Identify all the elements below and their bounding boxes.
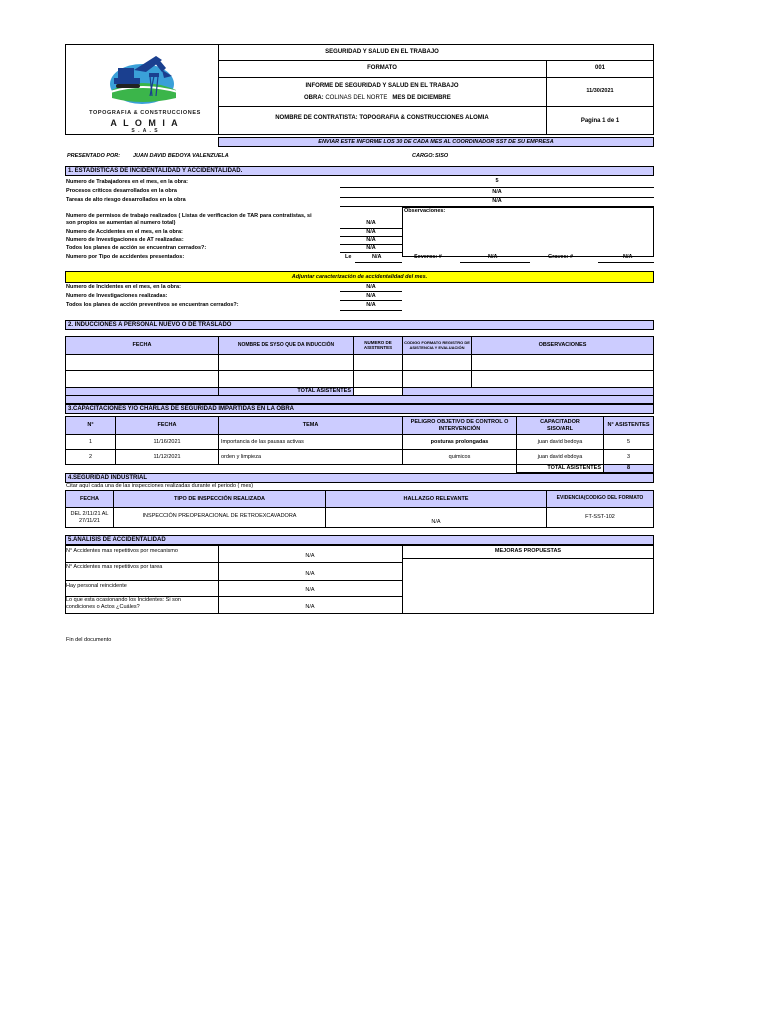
training-cell-peligro: posturas prolongadas bbox=[402, 434, 517, 450]
acc-label: Numero de Investigaciones de AT realizadas: bbox=[66, 237, 184, 243]
company-logo bbox=[89, 46, 201, 134]
logo-line1: TOPOGRAFIA & CONSTRUCCIONES bbox=[89, 110, 201, 116]
col-header: FECHA bbox=[65, 490, 114, 508]
le-value: N/A bbox=[372, 254, 382, 260]
stat-label: Numero de Trabajadores en el mes, en la obra: bbox=[66, 179, 188, 185]
col-header: HALLAZGO RELEVANTE bbox=[325, 490, 547, 508]
inc-value: N/A bbox=[366, 284, 376, 290]
analysis-value: N/A bbox=[305, 571, 315, 577]
inspection-date: DEL 2/11/21 AL 27/11/21 bbox=[65, 507, 114, 528]
col-header: N° bbox=[65, 416, 116, 435]
mejoras-header: MEJORAS PROPUESTAS bbox=[494, 548, 562, 554]
analysis-label-2: condiciones o Actos ¿Cuáles? bbox=[66, 604, 140, 610]
analysis-label: Lo que esta ocasionando los Incidentes: Si son bbox=[66, 597, 181, 603]
col-header: CAPACITADOR SISO/ARL bbox=[516, 416, 604, 435]
report-title: SEGURIDAD Y SALUD EN EL TRABAJO bbox=[325, 49, 439, 55]
training-cell-capacitador: juan david ebdoya bbox=[516, 449, 604, 465]
analysis-label: Hay personal reincidente bbox=[66, 583, 127, 589]
severos-value: N/A bbox=[488, 254, 498, 260]
informe-title: INFORME DE SEGURIDAD Y SALUD EN EL TRABAJO bbox=[305, 83, 459, 89]
excavator-logo-icon bbox=[100, 46, 190, 108]
col-header: FECHA bbox=[115, 416, 219, 435]
col-header: TIPO DE INSPECCIÓN REALIZADA bbox=[113, 490, 326, 508]
col-header: TEMA bbox=[218, 416, 403, 435]
table-cell[interactable] bbox=[218, 370, 354, 388]
acc-label: Todos los planes de acción se encuentran cerrados?: bbox=[66, 245, 207, 251]
training-cell-tema: Importancia de las pausas activas bbox=[218, 434, 403, 450]
logo-line3: S . A . S bbox=[131, 128, 159, 134]
analysis-value: N/A bbox=[305, 587, 315, 593]
cargo-value: SISO bbox=[435, 153, 449, 159]
page-number: Pagina 1 de 1 bbox=[580, 118, 620, 124]
acc-value: N/A bbox=[366, 229, 376, 235]
col-header: NUMERO DE ASISTENTES bbox=[353, 336, 403, 355]
observaciones-box[interactable] bbox=[402, 207, 654, 257]
section-4-subtitle: Citar aquí cada una de las inspecciones realizadas durante el periodo ( mes) bbox=[66, 483, 254, 489]
table-cell[interactable] bbox=[353, 370, 403, 388]
le-label: Le bbox=[345, 254, 352, 260]
training-cell-asistentes: 3 bbox=[603, 449, 654, 465]
formato-code: 001 bbox=[594, 65, 605, 71]
training-total-value: 8 bbox=[603, 464, 654, 473]
permits-label-2: son propios se aumentan al numero total) bbox=[66, 220, 176, 226]
col-header: FECHA bbox=[65, 336, 219, 355]
training-cell-fecha: 11/12/2021 bbox=[115, 449, 219, 465]
graves-label: Graves: # bbox=[548, 254, 574, 260]
section-4-title: 4.SEGURIDAD INDUSTRIAL bbox=[65, 473, 654, 483]
permits-label: Numero de permisos de trabajo realizados ( Listas de verificacion de TAR para contratistas, si bbox=[66, 213, 312, 219]
permits-value: N/A bbox=[366, 220, 376, 226]
presented-name: JUAN DAVID BEDOYA VALENZUELA bbox=[133, 153, 229, 159]
table-cell[interactable] bbox=[218, 354, 354, 371]
col-header: CODIGO FORMATO REGISTRO DE ASISTENCIA Y EVALUACIÓN bbox=[402, 336, 472, 355]
logo-line2: A L O M I A bbox=[110, 118, 180, 128]
analysis-value: N/A bbox=[305, 553, 315, 559]
table-cell[interactable] bbox=[471, 354, 654, 371]
analysis-value: N/A bbox=[305, 604, 315, 610]
stat-value: 5 bbox=[495, 178, 499, 184]
training-cell-peligro: quimicos bbox=[402, 449, 517, 465]
table-cell[interactable] bbox=[353, 354, 403, 371]
inspection-evidence: FT-SST-102 bbox=[546, 507, 654, 528]
acc-label: Numero de Accidentes en el mes, en la obra: bbox=[66, 229, 183, 235]
section-1-title: 1. ESTADISTICAS DE INCIDENTALIDAD Y ACCIDENTALIDAD. bbox=[65, 166, 654, 176]
inspection-finding: N/A bbox=[325, 507, 547, 528]
stat-value: N/A bbox=[492, 189, 502, 195]
observaciones-label: Observaciones: bbox=[404, 208, 446, 214]
cargo-label: CARGO: bbox=[412, 153, 435, 159]
obra-line: OBRA: COLINAS DEL NORTE MES DE DICIEMBRE bbox=[304, 95, 451, 101]
document-end: Fin del documento bbox=[66, 637, 112, 643]
inc-label: Numero de Incidentes en el mes, en la obra: bbox=[66, 284, 181, 290]
section-5-title: 5.ANALISIS DE ACCIDENTALIDAD bbox=[65, 535, 654, 545]
col-header: NOMBRE DE SYSO QUE DA INDUCCIÓN bbox=[218, 336, 354, 355]
severos-label: Severos: # bbox=[414, 254, 442, 260]
section-3-title: 3.CAPACITACIONES Y/O CHARLAS DE SEGURIDAD IMPARTIDAS EN LA OBRA bbox=[65, 404, 654, 414]
acc-value: N/A bbox=[366, 245, 376, 251]
notice-bar bbox=[218, 137, 654, 147]
inspection-type: INSPECCIÓN PREOPERACIONAL DE RETROEXCAVADORA bbox=[113, 507, 326, 528]
acc-value: N/A bbox=[366, 237, 376, 243]
inc-value: N/A bbox=[366, 293, 376, 299]
table-cell[interactable] bbox=[402, 370, 472, 388]
analysis-label: N° Accidentes mas repetitivos por tarea bbox=[66, 564, 163, 570]
stat-label: Procesos críticos desarrollados en la obra bbox=[66, 188, 177, 194]
tipo-label: Numero por Tipo de accidentes presentados: bbox=[66, 254, 185, 260]
analysis-label: N° Accidentes mas repetitivos por mecanismo bbox=[66, 548, 178, 554]
stat-value: N/A bbox=[492, 198, 502, 204]
formato-label: FORMATO bbox=[367, 65, 397, 71]
table-cell[interactable] bbox=[65, 370, 219, 388]
stat-label: Tareas de alto riesgo desarrollados en la obra bbox=[66, 197, 186, 203]
inc-value: N/A bbox=[366, 302, 376, 308]
table-cell[interactable] bbox=[471, 370, 654, 388]
table-cell[interactable] bbox=[402, 354, 472, 371]
col-header: OBSERVACIONES bbox=[471, 336, 654, 355]
training-cell-asistentes: 5 bbox=[603, 434, 654, 450]
inc-label: Numero de Investigaciones realizadas: bbox=[66, 293, 168, 299]
table-cell bbox=[65, 395, 654, 404]
contratista-name: NOMBRE DE CONTRATISTA: TOPOGRAFIA & CONSTRUCCIONES ALOMIA bbox=[275, 115, 489, 121]
section-2-title: 2. INDUCCIONES A PERSONAL NUEVO O DE TRASLADO bbox=[65, 320, 654, 330]
presented-row bbox=[65, 150, 654, 164]
training-cell-tema: orden y limpieza bbox=[218, 449, 403, 465]
presented-label: PRESENTADO POR: bbox=[67, 153, 121, 159]
training-cell-n: 2 bbox=[65, 449, 116, 465]
notice-text: ENVIAR ESTE INFORME LOS 30 DE CADA MES AL COORDINADOR SST DE SU EMPRESA bbox=[318, 139, 554, 145]
graves-value: N/A bbox=[623, 254, 633, 260]
adjuntar-bar bbox=[65, 271, 654, 283]
inc-label: Todos los planes de acción preventivos se encuentran cerrados?: bbox=[66, 302, 239, 308]
col-header: N° ASISTENTES bbox=[603, 416, 654, 435]
report-date: 11/30/2021 bbox=[586, 88, 614, 94]
col-header: PELIGRO OBJETIVO DE CONTROL O INTERVENCIÓN bbox=[402, 416, 517, 435]
training-total-label: TOTAL ASISTENTES bbox=[516, 464, 604, 473]
table-cell[interactable] bbox=[65, 354, 219, 371]
col-header: EVIDENCIA(CODIGO DEL FORMATO bbox=[546, 490, 654, 508]
adjuntar-text: Adjuntar caracterización de accidentalidad del mes. bbox=[291, 274, 428, 280]
training-cell-n: 1 bbox=[65, 434, 116, 450]
training-cell-fecha: 11/16/2021 bbox=[115, 434, 219, 450]
training-cell-capacitador: juan david bedoya bbox=[516, 434, 604, 450]
induction-total-label: TOTAL ASISTENTES bbox=[218, 387, 354, 396]
